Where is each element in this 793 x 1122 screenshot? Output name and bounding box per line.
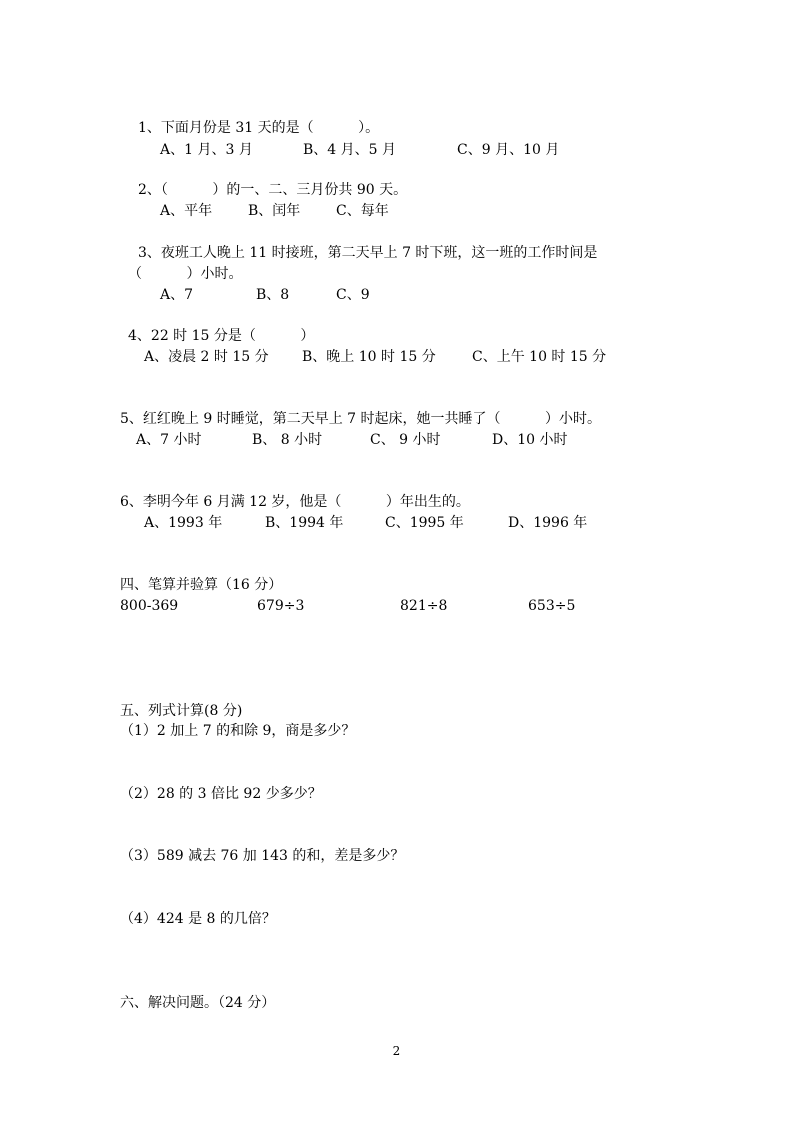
question-4-stem: 4、22 时 15 分是（ ） bbox=[128, 328, 315, 344]
question-2-stem: 2、（ ）的一、二、三月份共 90 天。 bbox=[138, 182, 408, 198]
word-problem-3: （3）589 减去 76 加 143 的和，差是多少？ bbox=[120, 848, 405, 864]
question-6-option-b: B、1994 年 bbox=[265, 515, 344, 531]
question-5-option-b: B、 8 小时 bbox=[252, 432, 323, 448]
question-2-option-a: A、平年 bbox=[160, 203, 213, 219]
question-3-option-b: B、8 bbox=[256, 287, 290, 303]
question-6-option-d: D、1996 年 bbox=[508, 515, 588, 531]
section-5-title: 五、列式计算(8 分) bbox=[120, 703, 243, 719]
page-number: 2 bbox=[392, 1044, 401, 1058]
question-5-option-d: D、10 小时 bbox=[492, 432, 568, 448]
question-6-stem: 6、李明今年 6 月满 12 岁，他是（ ）年出生的。 bbox=[120, 494, 470, 510]
question-6-option-c: C、1995 年 bbox=[385, 515, 464, 531]
question-1-option-a: A、1 月、3 月 bbox=[160, 142, 253, 158]
question-4-option-c: C、上午 10 时 15 分 bbox=[472, 349, 607, 365]
calc-problem-1: 800-369 bbox=[120, 598, 179, 614]
question-2-option-c: C、每年 bbox=[336, 203, 389, 219]
question-3-stem-line-1: 3、夜班工人晚上 11 时接班，第二天早上 7 时下班，这一班的工作时间是 bbox=[138, 245, 598, 261]
question-4-option-a: A、凌晨 2 时 15 分 bbox=[144, 349, 269, 365]
question-6-option-a: A、1993 年 bbox=[144, 515, 223, 531]
calc-problem-2: 679÷3 bbox=[257, 598, 305, 614]
question-3-stem-line-2: （ ）小时。 bbox=[128, 266, 243, 282]
calc-problem-3: 821÷8 bbox=[400, 598, 448, 614]
word-problem-4: （4）424 是 8 的几倍？ bbox=[120, 911, 276, 927]
section-4-title: 四、笔算并验算（16 分） bbox=[120, 577, 283, 593]
question-4-option-b: B、晚上 10 时 15 分 bbox=[302, 349, 436, 365]
question-3-option-c: C、9 bbox=[336, 287, 370, 303]
question-5-option-c: C、 9 小时 bbox=[370, 432, 441, 448]
word-problem-1: （1）2 加上 7 的和除 9，商是多少？ bbox=[120, 723, 356, 739]
question-2-option-b: B、闰年 bbox=[248, 203, 301, 219]
question-5-option-a: A、7 小时 bbox=[136, 432, 202, 448]
word-problem-2: （2）28 的 3 倍比 92 少多少？ bbox=[120, 786, 322, 802]
question-3-option-a: A、7 bbox=[160, 287, 194, 303]
question-1-option-b: B、4 月、5 月 bbox=[303, 142, 397, 158]
question-1-stem: 1、下面月份是 31 天的是（ ）。 bbox=[138, 120, 380, 136]
section-6-title: 六、解决问题。（24 分） bbox=[120, 995, 276, 1011]
question-5-stem: 5、红红晚上 9 时睡觉，第二天早上 7 时起床，她一共睡了（ ）小时。 bbox=[120, 411, 602, 427]
question-1-option-c: C、9 月、10 月 bbox=[457, 142, 560, 158]
calc-problem-4: 653÷5 bbox=[528, 598, 576, 614]
